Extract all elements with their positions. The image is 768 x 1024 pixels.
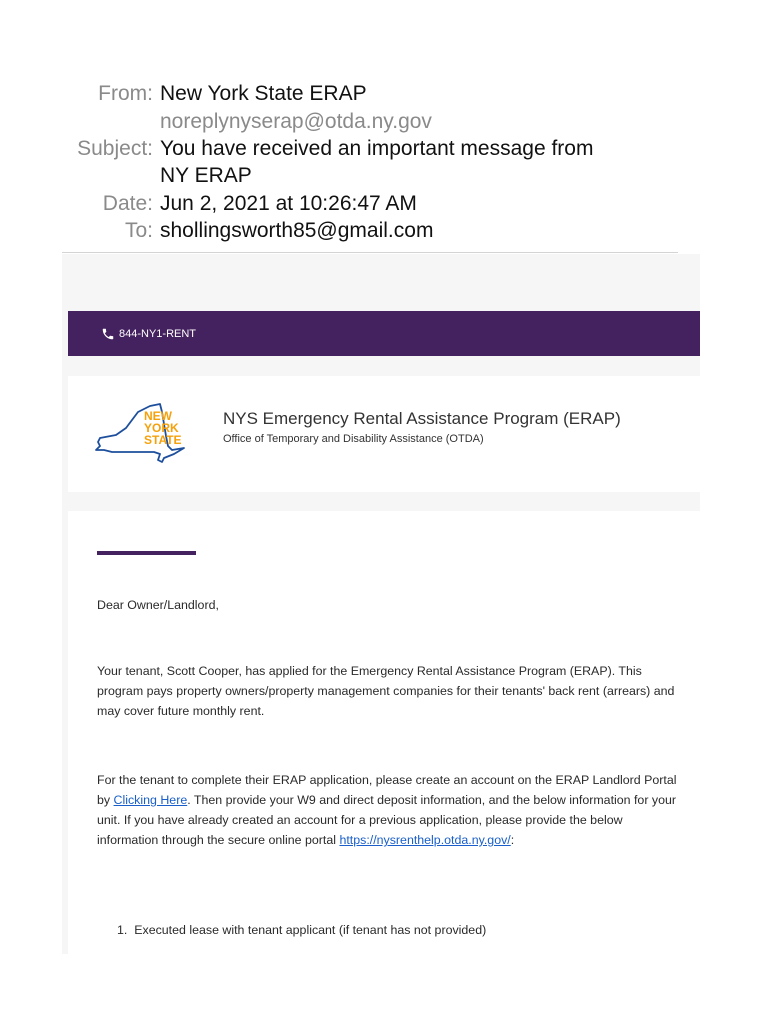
paragraph-instructions bbox=[97, 770, 677, 850]
clicking-here-link[interactable]: Clicking Here bbox=[113, 793, 188, 807]
logo-text-state: STATE bbox=[144, 433, 182, 447]
list-item bbox=[117, 920, 486, 940]
date-label: Date: bbox=[102, 192, 153, 215]
message-content bbox=[68, 511, 700, 954]
instructions-text-mid: . Then provide your W9 and direct deposit information, and the below information for your unit. If you have already created an account for a previous application, please provide the below information through the secure online portal bbox=[97, 793, 676, 847]
subject-line-2: NY ERAP bbox=[160, 164, 252, 187]
instructions-text-start: For the tenant to complete their ERAP application, please create an account on the ERAP Landlord Portal by bbox=[97, 773, 677, 807]
to-value[interactable]: shollingsworth85@gmail.com bbox=[160, 219, 434, 242]
paragraph-tenant-applied: Your tenant, Scott Cooper, has applied for the Emergency Rental Assistance Program (ERAP). This program pays property owners/property management companies for their tenants' back rent (arrears) and may cover future monthly rent. bbox=[97, 664, 675, 718]
from-name[interactable]: New York State ERAP bbox=[160, 82, 367, 105]
accent-rule bbox=[97, 551, 196, 555]
program-title: NYS Emergency Rental Assistance Program (ERAP) bbox=[223, 409, 621, 428]
program-banner bbox=[68, 376, 700, 492]
greeting: Dear Owner/Landlord, bbox=[97, 598, 219, 612]
phone-icon bbox=[101, 327, 115, 341]
instructions-text-end: : bbox=[510, 833, 515, 847]
email-header bbox=[0, 0, 768, 254]
logo-text-new: NEW bbox=[144, 409, 172, 423]
header-divider bbox=[62, 252, 678, 253]
subject-line-1: You have received an important message from bbox=[160, 137, 594, 160]
subject-label: Subject: bbox=[77, 137, 153, 160]
email-body bbox=[62, 254, 700, 954]
new-york-state-logo bbox=[94, 402, 190, 464]
phone-number[interactable]: 844-NY1-RENT bbox=[119, 327, 197, 340]
from-address[interactable]: noreplynyserap@otda.ny.gov bbox=[160, 110, 432, 133]
date-value: Jun 2, 2021 at 10:26:47 AM bbox=[160, 192, 417, 215]
list-item-number: 1. bbox=[117, 923, 128, 937]
from-label: From: bbox=[98, 82, 153, 105]
contact-bar bbox=[68, 311, 700, 356]
list-item-text: Executed lease with tenant applicant (if tenant has not provided) bbox=[134, 923, 487, 937]
portal-link[interactable]: https://nysrenthelp.otda.ny.gov/ bbox=[339, 833, 511, 847]
to-label: To: bbox=[124, 219, 153, 242]
program-subtitle: Office of Temporary and Disability Assistance (OTDA) bbox=[223, 433, 484, 445]
logo-text-york: YORK bbox=[144, 421, 179, 435]
